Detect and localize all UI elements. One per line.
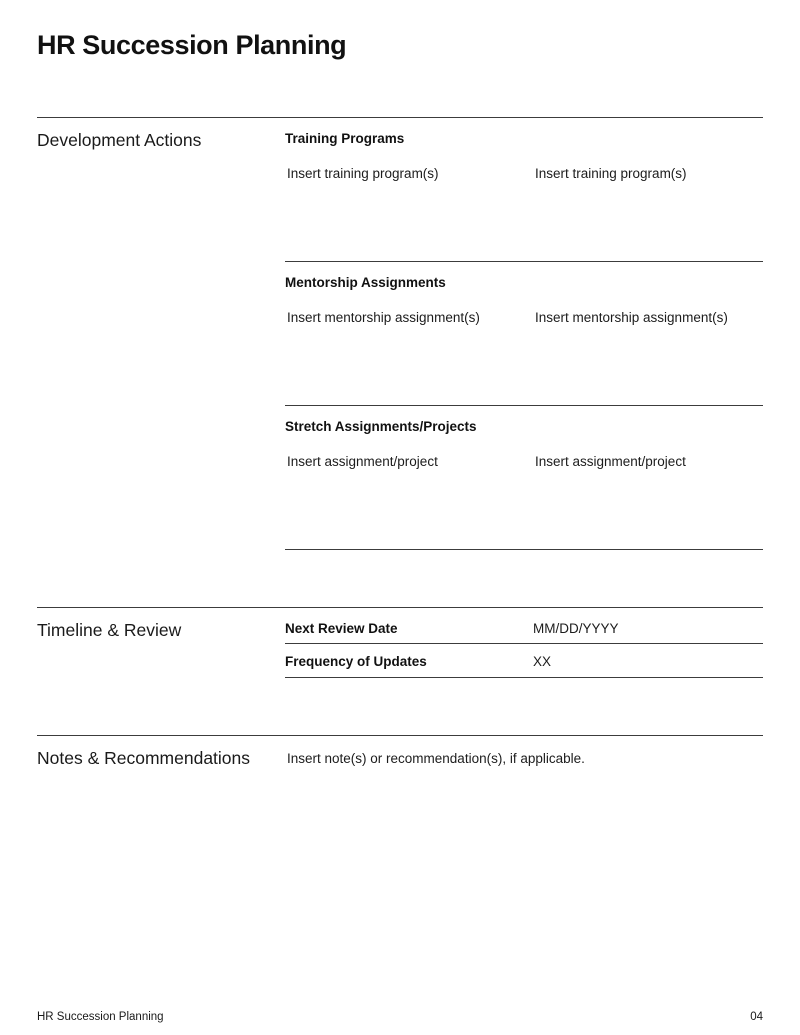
frequency-of-updates-label: Frequency of Updates bbox=[285, 654, 427, 669]
group-heading-mentorship-assignments: Mentorship Assignments bbox=[285, 275, 446, 290]
next-review-date-label: Next Review Date bbox=[285, 621, 398, 636]
group-heading-training-programs: Training Programs bbox=[285, 131, 405, 146]
group-stretch-assignments bbox=[285, 406, 763, 550]
timeline-row-frequency-of-updates bbox=[285, 644, 763, 678]
stretch-assignment-placeholder-right[interactable]: Insert assignment/project bbox=[535, 454, 686, 469]
notes-placeholder[interactable]: Insert note(s) or recommendation(s), if applicable. bbox=[287, 751, 585, 766]
mentorship-assignments-row bbox=[285, 310, 763, 325]
timeline-row-next-review-date bbox=[285, 608, 763, 644]
group-mentorship-assignments bbox=[285, 262, 763, 406]
stretch-assignment-placeholder-left[interactable]: Insert assignment/project bbox=[287, 454, 438, 469]
section-notes-recommendations bbox=[37, 735, 763, 769]
section-label-timeline-review: Timeline & Review bbox=[37, 620, 182, 640]
stretch-assignments-row bbox=[285, 454, 763, 469]
training-programs-row bbox=[285, 166, 763, 181]
footer-document-title: HR Succession Planning bbox=[37, 1011, 164, 1023]
mentorship-assignment-placeholder-left[interactable]: Insert mentorship assignment(s) bbox=[287, 310, 480, 325]
group-heading-stretch-assignments: Stretch Assignments/Projects bbox=[285, 419, 477, 434]
group-training-programs bbox=[285, 118, 763, 262]
timeline-review-content bbox=[285, 608, 763, 678]
section-timeline-review bbox=[37, 607, 763, 678]
page-footer bbox=[37, 1011, 763, 1023]
section-label-development-actions: Development Actions bbox=[37, 130, 202, 150]
training-program-placeholder-right[interactable]: Insert training program(s) bbox=[535, 166, 687, 181]
mentorship-assignment-placeholder-right[interactable]: Insert mentorship assignment(s) bbox=[535, 310, 728, 325]
section-label-notes-recommendations: Notes & Recommendations bbox=[37, 748, 251, 768]
development-actions-content bbox=[285, 118, 763, 550]
footer-page-number: 04 bbox=[750, 1011, 763, 1023]
next-review-date-value[interactable]: MM/DD/YYYY bbox=[533, 621, 619, 636]
notes-recommendations-content bbox=[285, 736, 763, 769]
section-development-actions bbox=[37, 117, 763, 550]
frequency-of-updates-value[interactable]: XX bbox=[533, 654, 552, 669]
training-program-placeholder-left[interactable]: Insert training program(s) bbox=[287, 166, 439, 181]
page-title: HR Succession Planning bbox=[37, 30, 347, 60]
